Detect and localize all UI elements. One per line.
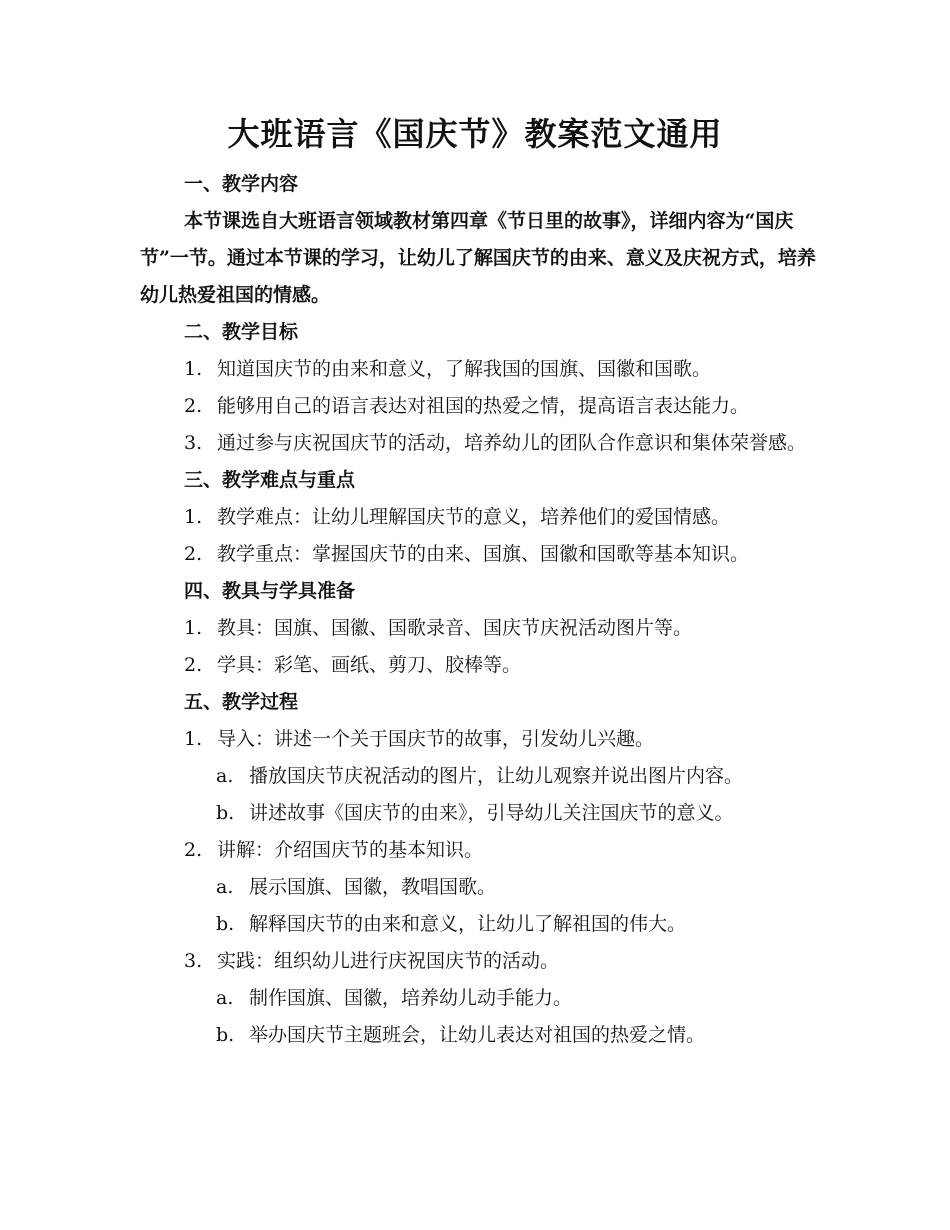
list-item <box>140 425 820 462</box>
list-item <box>140 647 820 684</box>
substep-letter: a. <box>216 876 234 898</box>
step-number: 2. <box>184 839 203 861</box>
step-text: 导入：讲述一个关于国庆节的故事，引发幼儿兴趣。 <box>217 728 655 750</box>
list-item-number: 1. <box>184 617 203 639</box>
substep-text: 播放国庆节庆祝活动的图片，让幼儿观察并说出图片内容。 <box>249 765 744 787</box>
list-item-number: 1. <box>184 506 203 528</box>
procedure-step <box>140 832 820 869</box>
step-number: 1. <box>184 728 203 750</box>
procedure-substep <box>140 758 820 795</box>
list-item-number: 2. <box>184 395 203 417</box>
procedure-substep <box>140 906 820 943</box>
step-text: 实践：组织幼儿进行庆祝国庆节的活动。 <box>217 950 560 972</box>
list-item-number: 2. <box>184 654 203 676</box>
list-item-number: 3. <box>184 432 203 454</box>
list-item-text: 教学重点：掌握国庆节的由来、国旗、国徽和国歌等基本知识。 <box>217 543 750 565</box>
substep-text: 展示国旗、国徽，教唱国歌。 <box>249 876 497 898</box>
list-item-number: 1. <box>184 358 203 380</box>
section-heading-1: 一、教学内容 <box>184 173 299 195</box>
document-title: 大班语言《国庆节》教案范文通用 <box>227 115 723 153</box>
list-item-text: 教学难点：让幼儿理解国庆节的意义，培养他们的爱国情感。 <box>217 506 731 528</box>
list-item-text: 学具：彩笔、画纸、剪刀、胶棒等。 <box>217 654 522 676</box>
step-text: 讲解：介绍国庆节的基本知识。 <box>217 839 484 861</box>
list-item-text: 教具：国旗、国徽、国歌录音、国庆节庆祝活动图片等。 <box>217 617 693 639</box>
list-item <box>140 351 820 388</box>
section-heading-3: 三、教学难点与重点 <box>184 469 356 491</box>
procedure-substep <box>140 1017 820 1054</box>
list-item <box>140 610 820 647</box>
procedure-substep <box>140 795 820 832</box>
section-heading-5: 五、教学过程 <box>184 691 299 713</box>
list-item <box>140 499 820 536</box>
procedure-step <box>140 943 820 980</box>
substep-letter: b. <box>216 802 235 824</box>
step-number: 3. <box>184 950 203 972</box>
substep-letter: b. <box>216 1024 235 1046</box>
substep-letter: a. <box>216 765 234 787</box>
substep-letter: a. <box>216 987 234 1009</box>
section-heading-2: 二、教学目标 <box>184 321 299 343</box>
procedure-substep <box>140 980 820 1017</box>
procedure-step <box>140 721 820 758</box>
section-1-paragraph: 本节课选自大班语言领域教材第四章《节日里的故事》，详细内容为“国庆节”一节。通过本节课的学习，让幼儿了解国庆节的由来、意义及庆祝方式，培养幼儿热爱祖国的情感。 <box>140 210 816 306</box>
list-item-number: 2. <box>184 543 203 565</box>
document-body <box>140 166 820 1054</box>
substep-text: 讲述故事《国庆节的由来》，引导幼儿关注国庆节的意义。 <box>249 802 734 824</box>
section-heading-4: 四、教具与学具准备 <box>184 580 356 602</box>
substep-text: 举办国庆节主题班会，让幼儿表达对祖国的热爱之情。 <box>249 1024 706 1046</box>
substep-text: 制作国旗、国徽，培养幼儿动手能力。 <box>249 987 573 1009</box>
list-item-text: 通过参与庆祝国庆节的活动，培养幼儿的团队合作意识和集体荣誉感。 <box>217 432 807 454</box>
substep-letter: b. <box>216 913 235 935</box>
list-item-text: 能够用自己的语言表达对祖国的热爱之情，提高语言表达能力。 <box>217 395 750 417</box>
list-item <box>140 388 820 425</box>
list-item-text: 知道国庆节的由来和意义，了解我国的国旗、国徽和国歌。 <box>217 358 712 380</box>
substep-text: 解释国庆节的由来和意义，让幼儿了解祖国的伟大。 <box>249 913 687 935</box>
list-item <box>140 536 820 573</box>
procedure-substep <box>140 869 820 906</box>
